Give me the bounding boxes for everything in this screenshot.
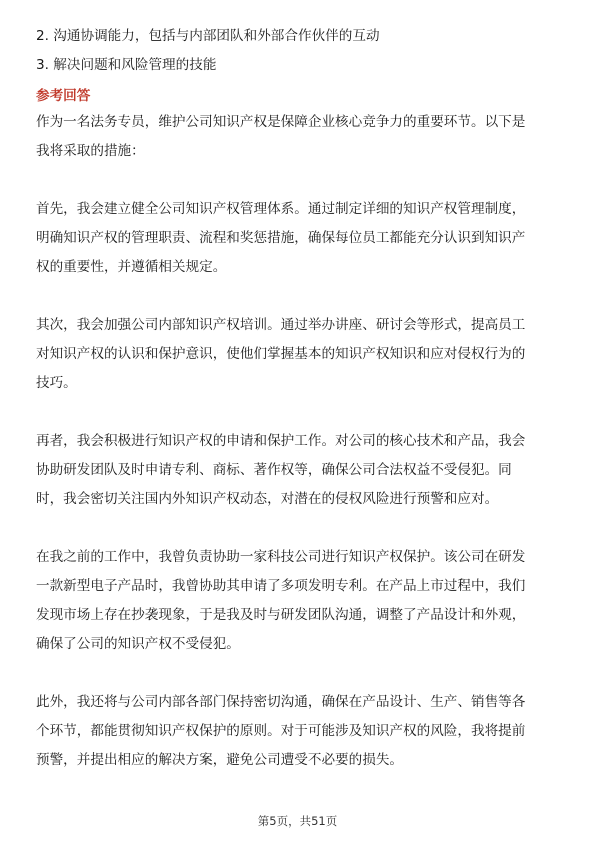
paragraph xyxy=(36,195,564,282)
paragraph-line: 此外，我还将与公司内部各部门保持密切沟通，确保在产品设计、生产、销售等各 xyxy=(36,694,526,710)
paragraph-line: 我将采取的措施： xyxy=(36,143,145,159)
paragraph-line: 对知识产权的认识和保护意识，使他们掌握基本的知识产权知识和应对侵权行为的 xyxy=(36,346,526,362)
answer-heading: 参考回答 xyxy=(36,88,91,104)
paragraph xyxy=(36,108,564,166)
requirement-item: 2. 沟通协调能力，包括与内部团队和外部合作伙伴的互动 xyxy=(36,28,380,44)
paragraph-line: 一款新型电子产品时，我曾协助其申请了多项发明专利。在产品上市过程中，我们 xyxy=(36,578,526,594)
paragraph-line: 明确知识产权的管理职责、流程和奖惩措施，确保每位员工都能充分认识到知识产 xyxy=(36,230,526,246)
paragraph-line: 发现市场上存在抄袭现象，于是我及时与研发团队沟通，调整了产品设计和外观， xyxy=(36,607,526,623)
paragraph xyxy=(36,543,564,659)
paragraph-line: 权的重要性，并遵循相关规定。 xyxy=(36,259,227,275)
paragraph-line: 技巧。 xyxy=(36,375,77,391)
requirement-item: 3. 解决问题和风险管理的技能 xyxy=(36,57,217,73)
paragraph-line: 个环节，都能贯彻知识产权保护的原则。对于可能涉及知识产权的风险，我将提前 xyxy=(36,723,526,739)
page-number: 第5页，共51页 xyxy=(257,814,338,828)
paragraph-line: 在我之前的工作中，我曾负责协助一家科技公司进行知识产权保护。该公司在研发 xyxy=(36,549,526,565)
paragraph-line: 时，我会密切关注国内外知识产权动态，对潜在的侵权风险进行预警和应对。 xyxy=(36,491,499,507)
paragraph-line: 作为一名法务专员，维护公司知识产权是保障企业核心竞争力的重要环节。以下是 xyxy=(36,114,526,130)
paragraph-line: 预警，并提出相应的解决方案，避免公司遭受不必要的损失。 xyxy=(36,752,404,768)
paragraph-line: 首先，我会建立健全公司知识产权管理体系。通过制定详细的知识产权管理制度， xyxy=(36,201,526,217)
paragraph-line: 协助研发团队及时申请专利、商标、著作权等，确保公司合法权益不受侵犯。同 xyxy=(36,462,512,478)
paragraph-line: 再者，我会积极进行知识产权的申请和保护工作。对公司的核心技术和产品，我会 xyxy=(36,433,526,449)
paragraph xyxy=(36,427,564,514)
paragraph-line: 其次，我会加强公司内部知识产权培训。通过举办讲座、研讨会等形式，提高员工 xyxy=(36,317,526,333)
document-page xyxy=(36,22,564,775)
paragraph-line: 确保了公司的知识产权不受侵犯。 xyxy=(36,636,240,652)
paragraph xyxy=(36,311,564,398)
paragraph xyxy=(36,688,564,775)
